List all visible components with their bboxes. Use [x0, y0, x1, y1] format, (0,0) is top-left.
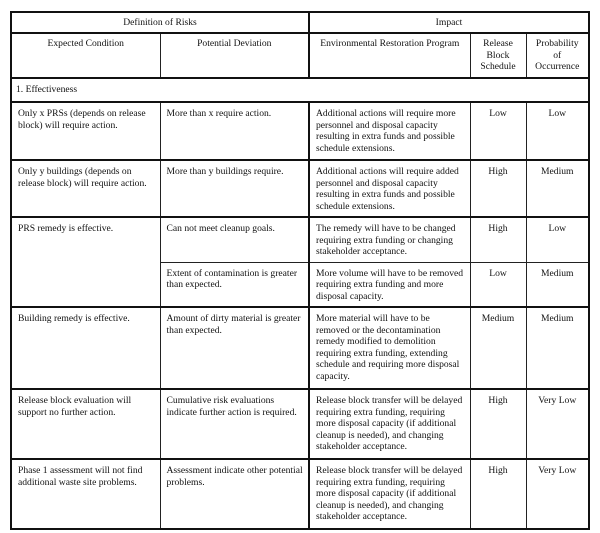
probability-cell: Very Low [526, 389, 589, 459]
potential-deviation-cell: More than y buildings require. [160, 160, 309, 217]
expected-condition-cell: PRS remedy is effective. [11, 217, 160, 307]
header-probability-of-occurrence [526, 33, 589, 78]
table-row [11, 102, 589, 160]
erp-impact-cell: More volume will have to be removed requiring extra funding and more disposal capacity. [309, 262, 470, 307]
header-release-line: Schedule [480, 61, 516, 73]
section-label-effectiveness: 1. Effectiveness [11, 78, 589, 102]
release-block-schedule-cell: Low [470, 102, 526, 160]
header-release-line: Release [483, 38, 513, 49]
probability-cell: Medium [526, 160, 589, 217]
header-potential-deviation: Potential Deviation [160, 33, 309, 78]
potential-deviation-cell: Cumulative risk evaluations indicate further action is required. [160, 389, 309, 459]
potential-deviation-cell: More than x require action. [160, 102, 309, 160]
expected-condition-cell: Only x PRSs (depends on release block) will require action. [11, 102, 160, 160]
probability-cell: Medium [526, 307, 589, 389]
header-expected-condition: Expected Condition [11, 33, 160, 78]
table-row [11, 389, 589, 459]
probability-cell: Low [526, 217, 589, 262]
table-row [11, 217, 589, 262]
header-definition-of-risks: Definition of Risks [11, 12, 309, 33]
expected-condition-cell: Building remedy is effective. [11, 307, 160, 389]
erp-impact-cell: More material will have to be removed or the decontamination remedy modified to demolition requiring extra funding, extending schedule and requiring more disposal capacity. [309, 307, 470, 389]
release-block-schedule-cell: High [470, 459, 526, 529]
erp-impact-cell: Release block transfer will be delayed requiring extra funding, requiring more disposal capacity (if additional cleanup is needed), and changing stakeholder acceptance. [309, 389, 470, 459]
probability-cell: Very Low [526, 459, 589, 529]
header-release-block-schedule [470, 33, 526, 78]
erp-impact-cell: Additional actions will require added personnel and disposal capacity resulting in extra funds and possible schedule extensions. [309, 160, 470, 217]
erp-impact-cell: Release block transfer will be delayed requiring extra funding, requiring more disposal capacity (if additional cleanup is needed), and changing stakeholder acceptance. [309, 459, 470, 529]
probability-cell: Low [526, 102, 589, 160]
potential-deviation-cell: Extent of contamination is greater than expected. [160, 262, 309, 307]
release-block-schedule-cell: High [470, 217, 526, 262]
release-block-schedule-cell: High [470, 160, 526, 217]
table-row [11, 160, 589, 217]
expected-condition-cell: Release block evaluation will support no further action. [11, 389, 160, 459]
release-block-schedule-cell: High [470, 389, 526, 459]
table-row [11, 459, 589, 529]
probability-cell: Medium [526, 262, 589, 307]
expected-condition-cell: Only y buildings (depends on release block) will require action. [11, 160, 160, 217]
potential-deviation-cell: Assessment indicate other potential problems. [160, 459, 309, 529]
risk-table [10, 11, 590, 530]
header-environmental-restoration-program: Environmental Restoration Program [309, 33, 470, 78]
potential-deviation-cell: Amount of dirty material is greater than expected. [160, 307, 309, 389]
table-row [11, 307, 589, 389]
header-probability-line: Probability [535, 38, 579, 49]
release-block-schedule-cell: Medium [470, 307, 526, 389]
potential-deviation-cell: Can not meet cleanup goals. [160, 217, 309, 262]
erp-impact-cell: The remedy will have to be changed requiring extra funding or changing stakeholder acceptance. [309, 217, 470, 262]
expected-condition-cell: Phase 1 assessment will not find additional waste site problems. [11, 459, 160, 529]
erp-impact-cell: Additional actions will require more personnel and disposal capacity resulting in extra funds and possible schedule extensions. [309, 102, 470, 160]
header-probability-line: of [553, 49, 562, 61]
header-impact: Impact [309, 12, 589, 33]
release-block-schedule-cell: Low [470, 262, 526, 307]
header-release-line: Block [486, 49, 510, 61]
header-probability-line: Occurrence [535, 61, 580, 73]
